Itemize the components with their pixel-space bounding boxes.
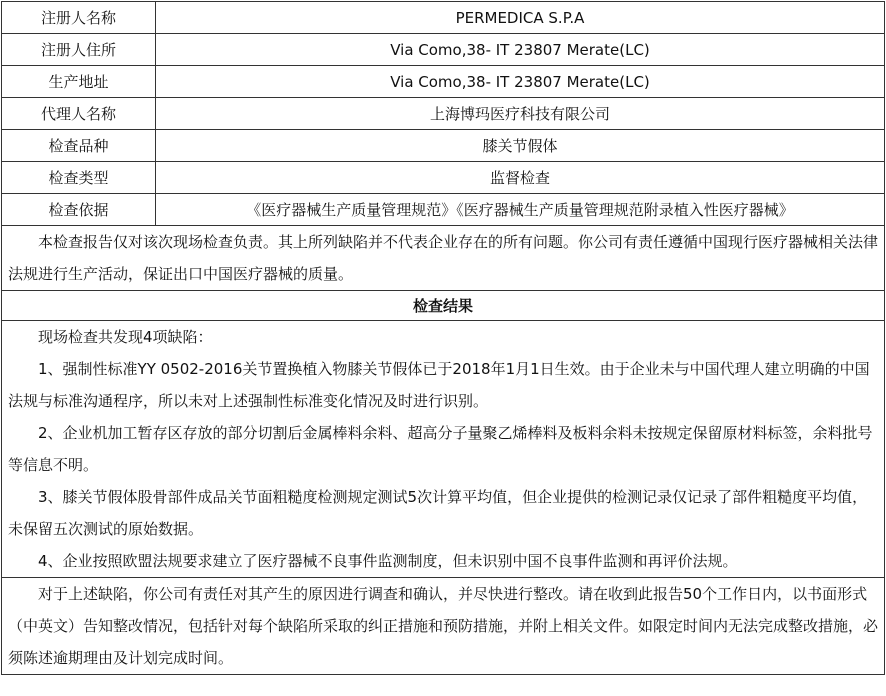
field-value: 监督检查 xyxy=(156,162,885,194)
defect-item: 1、强制性标准YY 0502-2016关节置换植入物膝关节假体已于2018年1月1日生效。由于企业未与中国代理人建立明确的中国法规与标准沟通程序，所以未对上述强制性标准变化情况及时进行识别。 xyxy=(8,360,870,410)
info-row-agent-name xyxy=(2,98,885,130)
field-value: 上海博玛医疗科技有限公司 xyxy=(156,98,885,130)
field-label: 生产地址 xyxy=(2,66,156,98)
field-value: PERMEDICA S.P.A xyxy=(156,2,885,34)
field-label: 代理人名称 xyxy=(2,98,156,130)
results-intro: 现场检查共发现4项缺陷： xyxy=(38,328,213,346)
defect-item: 3、膝关节假体股骨部件成品关节面粗糙度检测规定测试5次计算平均值，但企业提供的检测记录仅记录了部件粗糙度平均值，未保留五次测试的原始数据。 xyxy=(8,488,868,538)
closing-row xyxy=(2,578,885,675)
field-label: 检查类型 xyxy=(2,162,156,194)
results-heading-row xyxy=(2,291,885,321)
field-label: 检查依据 xyxy=(2,194,156,226)
results-row xyxy=(2,321,885,578)
field-value: Via Como,38- IT 23807 Merate(LC) xyxy=(156,34,885,66)
disclaimer-text: 本检查报告仅对该次现场检查负责。其上所列缺陷并不代表企业存在的所有问题。你公司有责任遵循中国现行医疗器械相关法律法规进行生产活动，保证出口中国医疗器械的质量。 xyxy=(8,233,879,283)
defect-item: 4、企业按照欧盟法规要求建立了医疗器械不良事件监测制度，但未识别中国不良事件监测和再评价法规。 xyxy=(38,552,738,570)
field-value: 《医疗器械生产质量管理规范》《医疗器械生产质量管理规范附录植入性医疗器械》 xyxy=(156,194,885,226)
info-row-product-type xyxy=(2,130,885,162)
field-label: 检查品种 xyxy=(2,130,156,162)
field-label: 注册人名称 xyxy=(2,2,156,34)
defect-item: 2、企业机加工暂存区存放的部分切割后金属棒料余料、超高分子量聚乙烯棒料及板料余料未按规定保留原材料标签，余料批号等信息不明。 xyxy=(8,424,873,474)
info-row-inspection-type xyxy=(2,162,885,194)
inspection-report-table xyxy=(1,1,885,675)
results-heading: 检查结果 xyxy=(2,291,885,321)
field-value: Via Como,38- IT 23807 Merate(LC) xyxy=(156,66,885,98)
info-row-inspection-basis xyxy=(2,194,885,226)
info-row-production-address xyxy=(2,66,885,98)
disclaimer-row xyxy=(2,226,885,291)
info-row-registrant-name xyxy=(2,2,885,34)
closing-text: 对于上述缺陷，你公司有责任对其产生的原因进行调查和确认，并尽快进行整改。请在收到此报告50个工作日内，以书面形式（中英文）告知整改情况，包括针对每个缺陷所采取的纠正措施和预防措施，并附上相关文件。如限定时间内无法完成整改措施，必须陈述逾期理由及计划完成时间。 xyxy=(8,585,879,667)
field-label: 注册人住所 xyxy=(2,34,156,66)
info-row-registrant-address xyxy=(2,34,885,66)
field-value: 膝关节假体 xyxy=(156,130,885,162)
